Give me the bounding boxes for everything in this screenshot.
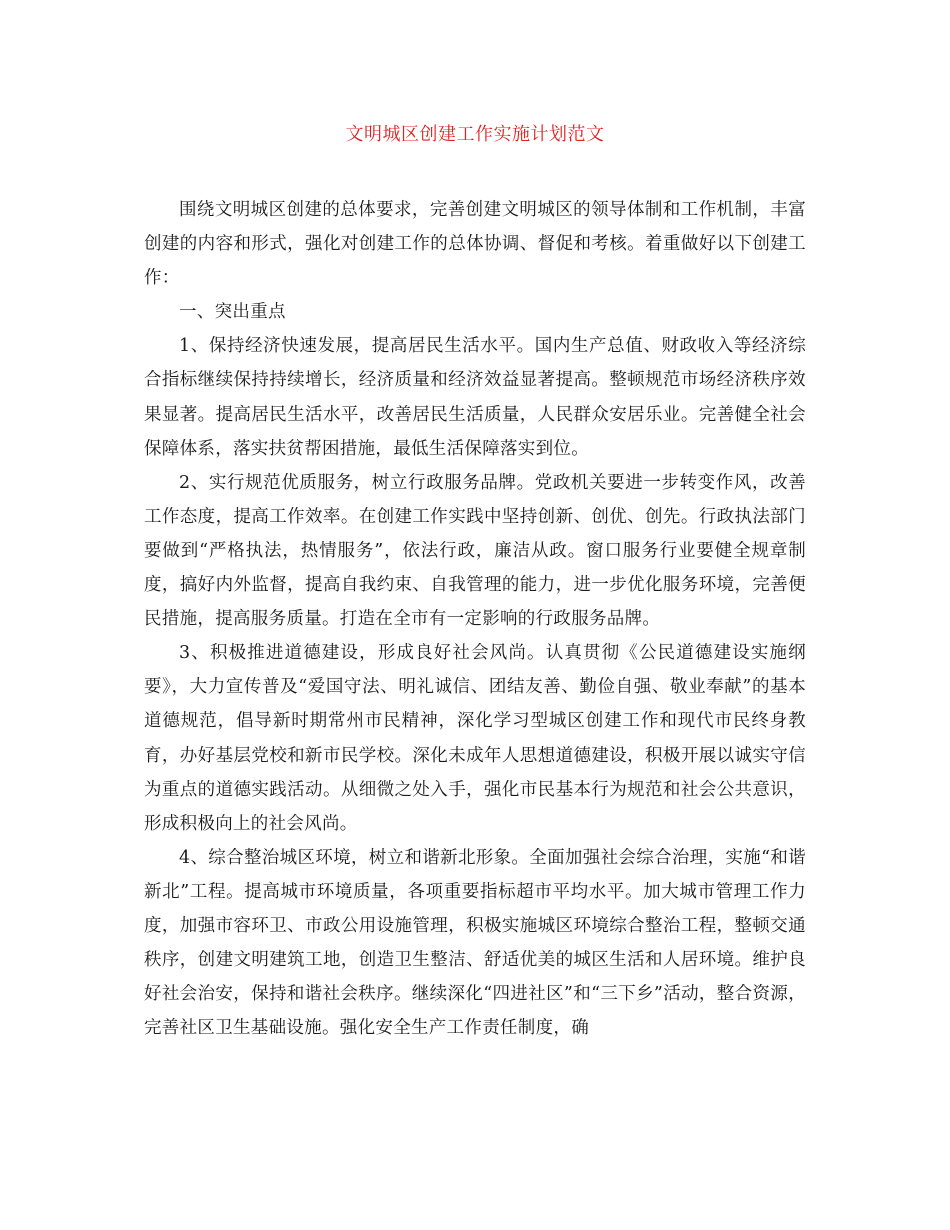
paragraph-item-2: 2、实行规范优质服务，树立行政服务品牌。党政机关要进一步转变作风，改善工作态度，提高工作效率。在创建工作实践中坚持创新、创优、创先。行政执法部门要做到“严格执法，热情服务”，依法行政，廉洁从政。窗口服务行业要健全规章制度，搞好内外监督，提高自我约束、自我管理的能力，进一步优化服务环境，完善便民措施，提高服务质量。打造在全市有一定影响的行政服务品牌。 (144, 472, 806, 630)
section-heading: 一、突出重点 (179, 302, 286, 323)
intro-paragraph: 围绕文明城区创建的总体要求，完善创建文明城区的领导体制和工作机制，丰富创建的内容和形式，强化对创建工作的总体协调、督促和考核。着重做好以下创建工作： (144, 200, 806, 289)
paragraph-item-3: 3、积极推进道德建设，形成良好社会风尚。认真贯彻《公民道德建设实施纲要》，大力宣传普及“爱国守法、明礼诚信、团结友善、勤俭自强、敬业奉献”的基本道德规范，倡导新时期常州市民精神，深化学习型城区创建工作和现代市民终身教育，办好基层党校和新市民学校。深化未成年人思想道德建设，积极开展以诚实守信为重点的道德实践活动。从细微之处入手，强化市民基本行为规范和社会公共意识，形成积极向上的社会风尚。 (144, 643, 806, 834)
paragraph-item-1: 1、保持经济快速发展，提高居民生活水平。国内生产总值、财政收入等经济综合指标继续保持持续增长，经济质量和经济效益显著提高。整顿规范市场经济秩序效果显著。提高居民生活水平，改善居民生活质量，人民群众安居乐业。完善健全社会保障体系，落实扶贫帮困措施，最低生活保障落实到位。 (144, 336, 806, 459)
document-body (144, 193, 806, 1045)
paragraph-item-4: 4、综合整治城区环境，树立和谐新北形象。全面加强社会综合治理，实施“和谐新北”工程。提高城市环境质量，各项重要指标超市平均水平。加大城市管理工作力度，加强市容环卫、市政公用设施管理，积极实施城区环境综合整治工程，整顿交通秩序，创建文明建筑工地，创造卫生整洁、舒适优美的城区生活和人居环境。维护良好社会治安，保持和谐社会秩序。继续深化“四进社区”和“三下乡”活动，整合资源，完善社区卫生基础设施。强化安全生产工作责任制度，确 (144, 847, 806, 1039)
document-title: 文明城区创建工作实施计划范文 (345, 124, 605, 145)
